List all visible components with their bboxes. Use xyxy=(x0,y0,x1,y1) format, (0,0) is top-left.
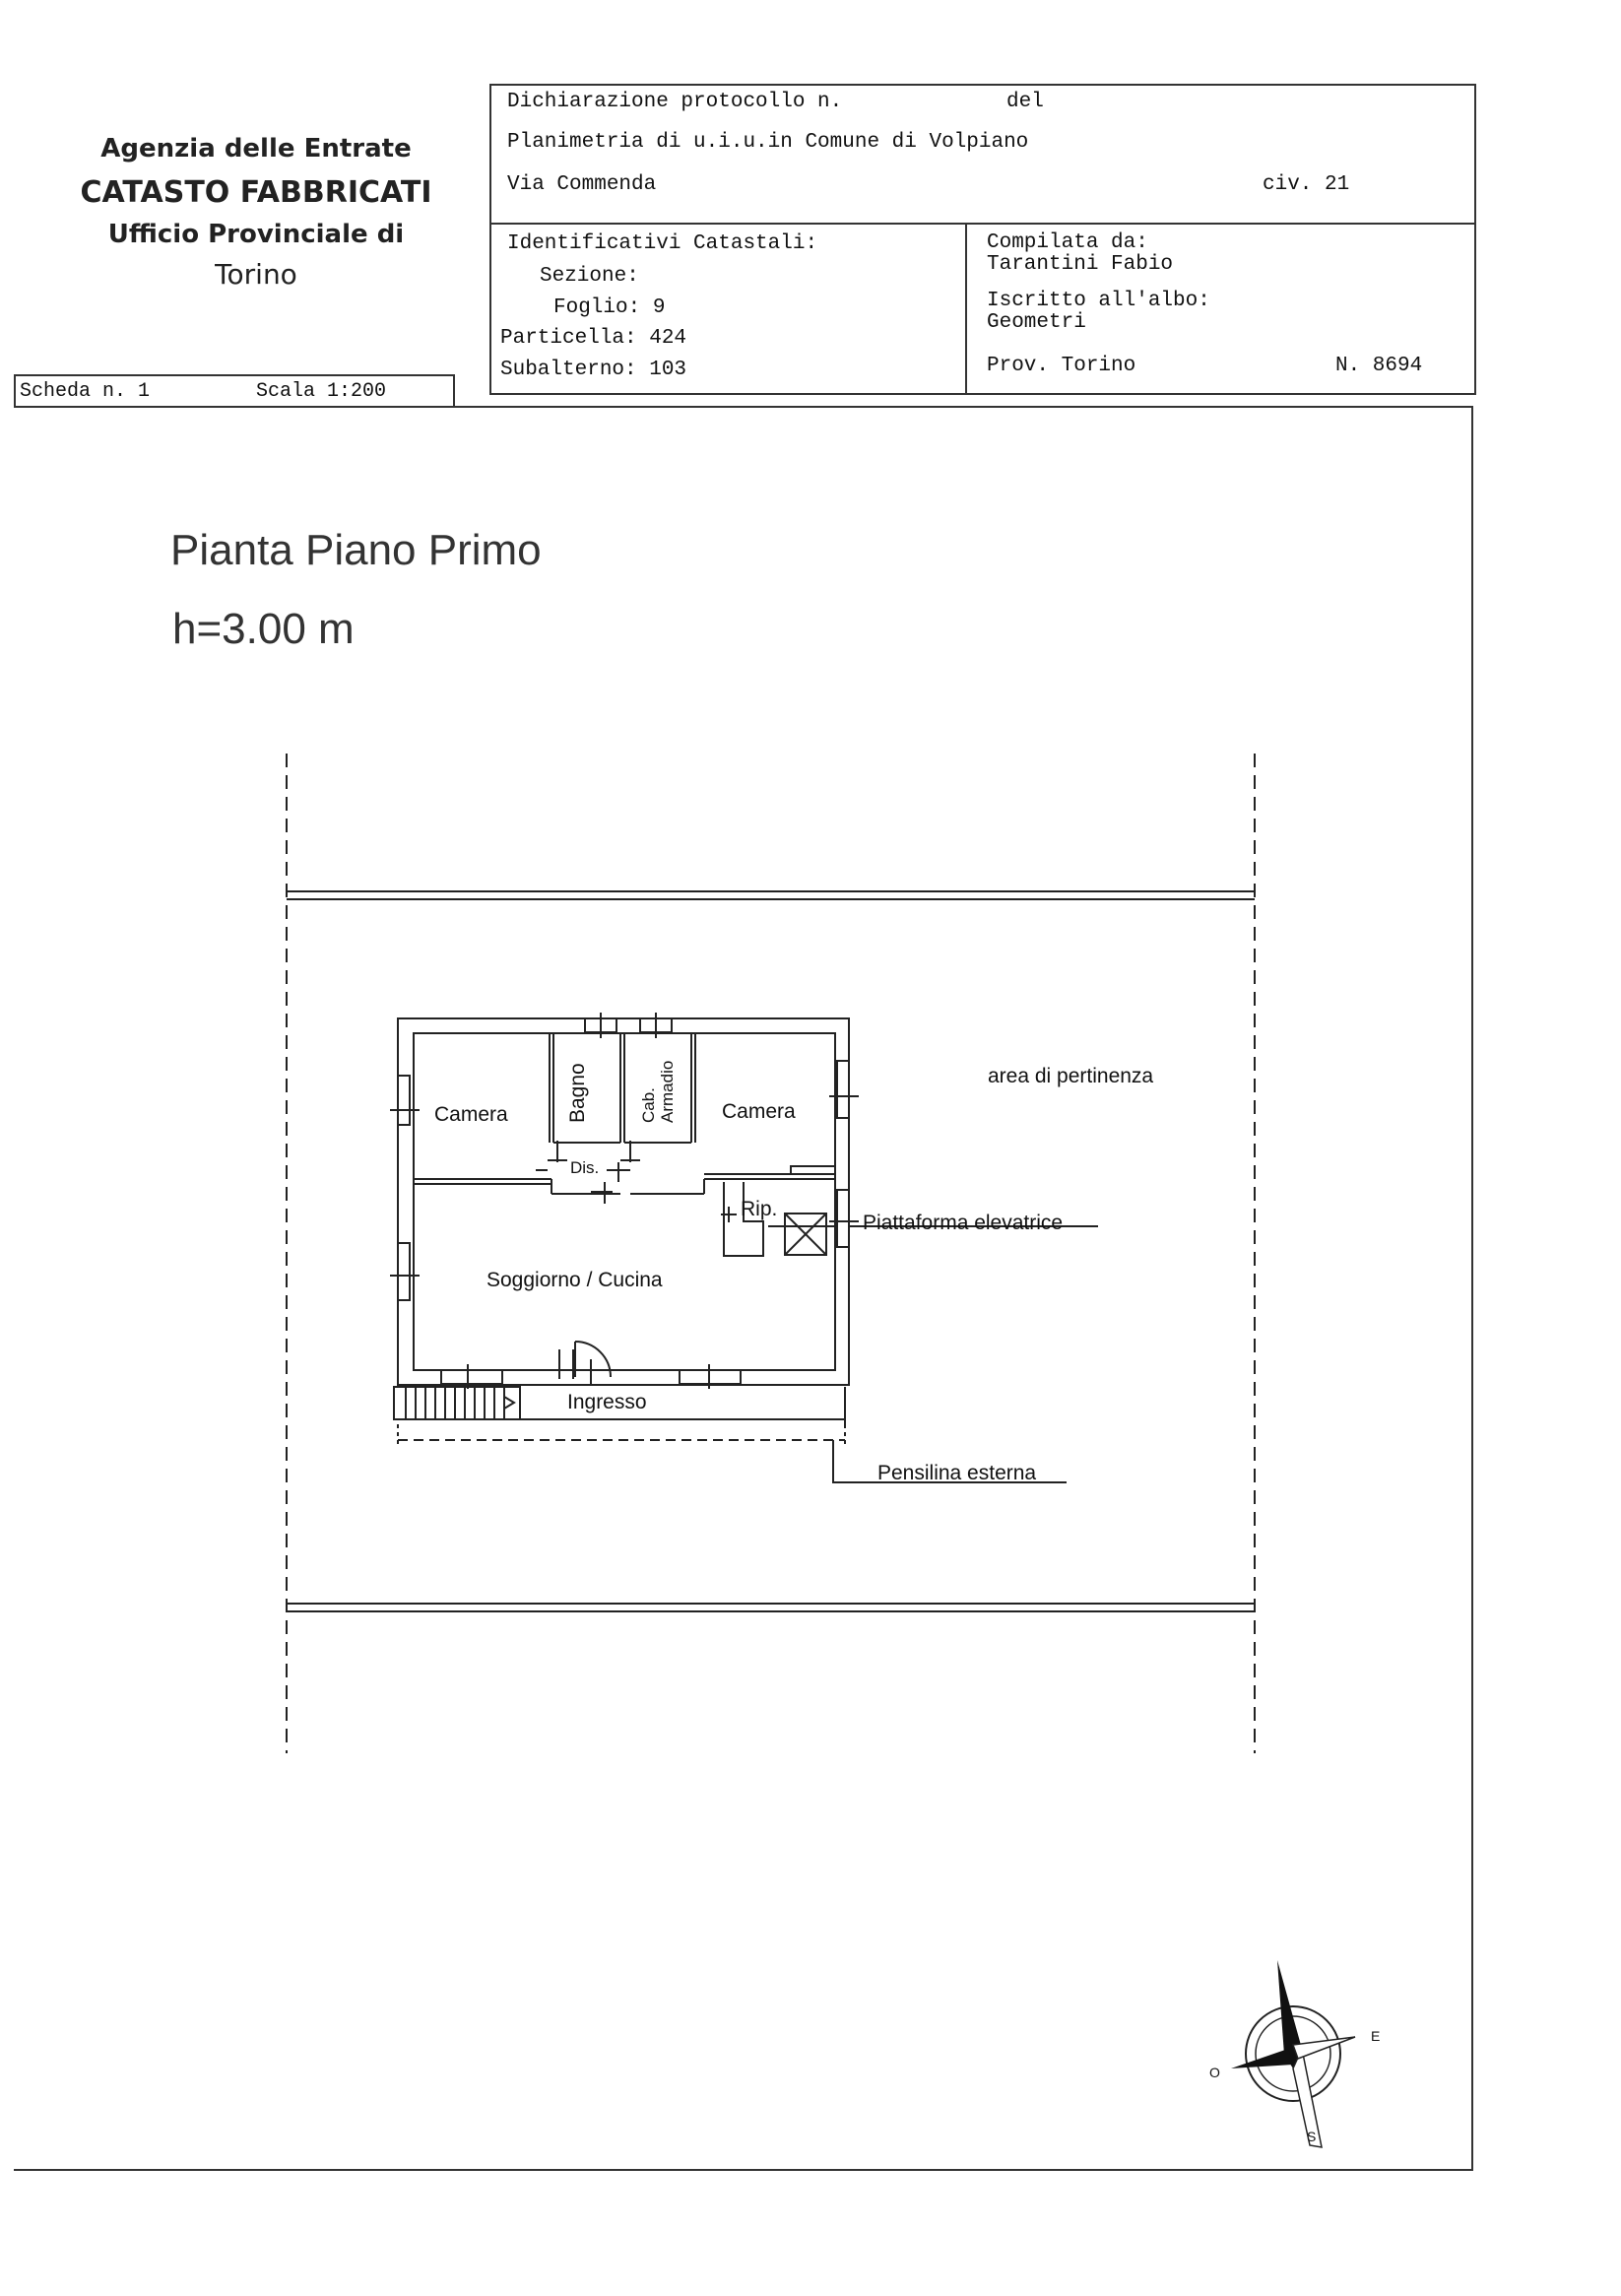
albo-value: Geometri xyxy=(987,311,1086,334)
sezione-field: Sezione: xyxy=(540,265,639,288)
dichiarazione-label: Dichiarazione protocollo n. xyxy=(507,91,843,113)
area-pertinenza-label: area di pertinenza xyxy=(988,1065,1154,1087)
plan-title: Pianta Piano Primo xyxy=(170,526,542,574)
room-soggiorno: Soggiorno / Cucina xyxy=(486,1269,663,1291)
address-text: Via Commenda xyxy=(507,173,657,196)
province-field: Prov. Torino xyxy=(987,355,1136,377)
planimetria-text: Planimetria di u.i.u.in Comune di Volpiano xyxy=(507,131,1029,154)
catasto-title: CATASTO FABBRICATI xyxy=(80,175,432,210)
foglio-field: Foglio: 9 xyxy=(553,296,666,319)
canopy-label: Pensilina esterna xyxy=(877,1462,1037,1484)
subalterno-field: Subalterno: 103 xyxy=(500,359,687,381)
room-cab: Cab. xyxy=(639,1087,658,1123)
elevator-label: Piattaforma elevatrice xyxy=(863,1212,1064,1234)
room-armadio: Armadio xyxy=(658,1060,677,1123)
registration-number: N. 8694 xyxy=(1335,355,1423,377)
civic-number: civ. 21 xyxy=(1263,173,1350,196)
scale-label: Scala 1:200 xyxy=(256,380,387,403)
plan-height: h=3.00 m xyxy=(172,605,355,653)
office-city: Torino xyxy=(215,258,297,291)
identifiers-title: Identificativi Catastali: xyxy=(507,232,818,255)
room-dis: Dis. xyxy=(570,1158,600,1177)
room-camera-left: Camera xyxy=(434,1103,508,1126)
compass-rose xyxy=(1231,1960,1355,2147)
room-camera-right: Camera xyxy=(722,1100,796,1123)
agency-name: Agenzia delle Entrate xyxy=(100,134,412,164)
room-rip: Rip. xyxy=(741,1198,778,1220)
compass-east: E xyxy=(1371,2028,1381,2044)
room-ingresso: Ingresso xyxy=(567,1391,647,1413)
iscritto-label: Iscritto all'albo: xyxy=(987,290,1210,312)
compass-south: S xyxy=(1307,2129,1317,2144)
compass-west: O xyxy=(1209,2065,1220,2080)
ufficio-label: Ufficio Provinciale di xyxy=(107,220,405,249)
particella-field: Particella: 424 xyxy=(500,327,687,350)
compilata-label: Compilata da: xyxy=(987,231,1148,254)
room-bagno: Bagno xyxy=(566,1063,589,1123)
compiler-name: Tarantini Fabio xyxy=(987,253,1174,276)
scheda-number: Scheda n. 1 xyxy=(20,380,151,403)
del-label: del xyxy=(1006,91,1044,113)
